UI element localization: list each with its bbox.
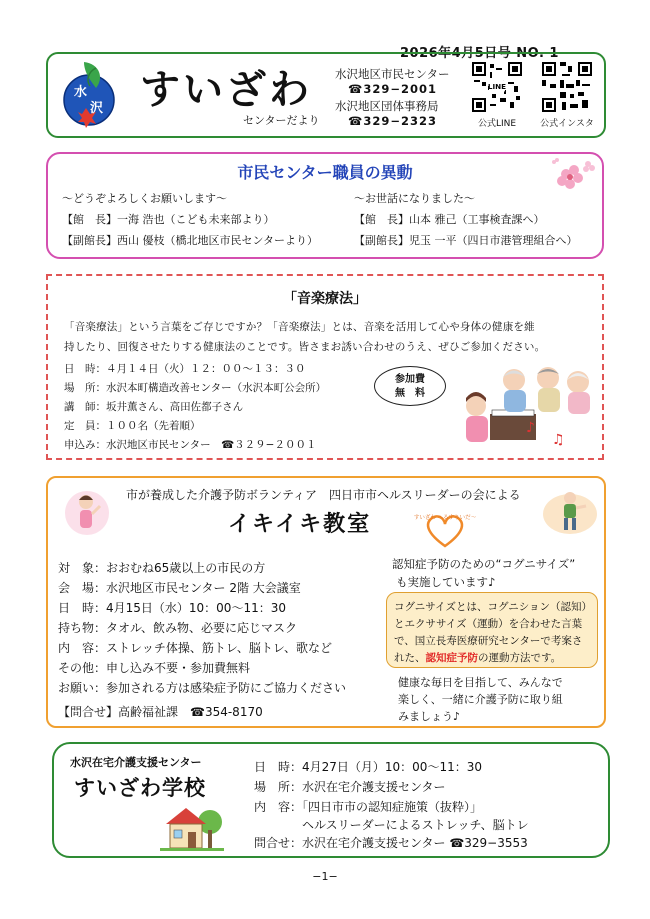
ikiiki-closing-2: 楽しく、一緒に介護予防に取り組 — [398, 693, 563, 706]
school-datetime: 日 時：4月27日（月）10：00〜11：30 — [254, 760, 482, 774]
new-staff-2: 【副館長】西山 優枝（橋北地区市民センターより） — [62, 234, 319, 247]
instagram-qr-code[interactable] — [542, 62, 592, 116]
music-venue: 場 所：水沢本町構造改善センター（水沢本町公会所） — [64, 382, 327, 394]
free-admission-badge — [374, 366, 446, 406]
house-icon — [160, 800, 224, 856]
music-instructor: 講 師：坂井薫さん、高田佐都子さん — [64, 401, 244, 413]
contact-office-phone: ☎329−2323 — [348, 114, 437, 128]
cognicise-intro-1: 認知症予防のための“コグニサイズ” — [392, 557, 576, 571]
ikiiki-request: お願い：参加される方は感染症予防にご協力ください — [58, 681, 347, 695]
cognicise-intro-2: も実施しています♪ — [396, 575, 496, 589]
svg-text:水: 水 — [74, 85, 88, 100]
cognicise-line-4-pre: れた、 — [394, 652, 426, 664]
issue-date: 2026年4月5日号 NO. 1 — [400, 46, 559, 61]
welcome-heading: 〜どうぞよろしくお願いします〜 — [62, 192, 227, 205]
newsletter-title: すいざわ — [140, 67, 312, 113]
svg-text:LINE: LINE — [487, 82, 507, 91]
ikiiki-closing-1: 健康な毎日を目指して、みんなで — [398, 676, 563, 689]
health-leader-logo — [413, 510, 477, 554]
line-qr-label: 公式LINE — [477, 119, 517, 129]
ikiiki-closing-3: みましょう♪ — [398, 710, 461, 723]
ikiiki-datetime: 日 時：4月15日（水）10：00〜11：30 — [58, 601, 286, 615]
music-therapy-illustration — [452, 352, 597, 461]
contact-office-name: 水沢地区団体事務局 — [335, 99, 439, 113]
suizawa-logo — [60, 58, 118, 132]
school-title: すいざわ学校 — [74, 776, 206, 800]
cognicise-line-2: とエクササイズ（運動）を合わせた言葉 — [394, 618, 583, 630]
ikiiki-content: 内 容：ストレッチ体操、筋トレ、脳トレ、歌など — [58, 641, 332, 655]
svg-text:♪: ♪ — [526, 420, 535, 436]
newsletter-subtitle: センターだより — [243, 114, 320, 127]
school-venue: 場 所：水沢在宅介護支援センター — [254, 780, 446, 794]
instagram-qr-label: 公式インスタ — [540, 119, 594, 129]
badge-line-1: 参加費 — [395, 374, 425, 385]
school-content-1: 内 容：「四日市市の認知症施策（抜粋）」 — [254, 800, 483, 814]
departing-staff-1: 【館 長】山本 雅己（工事検査課へ） — [354, 213, 545, 226]
dementia-prevention-highlight: 認知症予防 — [425, 652, 478, 664]
svg-text:♫: ♫ — [552, 432, 565, 448]
cognicise-line-3: で、国立長寿医療研究センターで考案さ — [394, 635, 583, 647]
cognicise-line-1: コグニサイズとは、コグニション（認知） — [394, 601, 593, 613]
farewell-heading: 〜お世話になりました〜 — [354, 192, 475, 205]
svg-text:沢: 沢 — [90, 101, 104, 116]
school-contact: 問合せ：水沢在宅介護支援センター ☎329−3553 — [254, 836, 528, 850]
ikiiki-title: イキイキ教室 — [228, 512, 372, 537]
music-therapy-para-1: 「音楽療法」という言葉をご存じですか？「音楽療法」とは、音楽を活用して心や身体の健康を維 — [64, 321, 535, 333]
ikiiki-other: その他：申し込み不要・参加費無料 — [58, 661, 251, 675]
line-qr-code[interactable] — [472, 62, 522, 116]
contact-center-name: 水沢地区市民センター — [335, 67, 450, 81]
ikiiki-contact: 【問合せ】高齢福祉課 ☎354-8170 — [58, 705, 263, 719]
departing-staff-2: 【副館長】児玉 一平（四日市港管理組合へ） — [354, 234, 578, 247]
health-leader-logo-text: すいざわ へるすりいだ〜 — [413, 515, 477, 521]
staff-change-title: 市民センター職員の異動 — [237, 163, 413, 182]
page-number: −1− — [312, 870, 338, 883]
cognicise-line-4-post: の運動方法です。 — [478, 652, 562, 664]
school-organizer: 水沢在宅介護支援センター — [70, 756, 202, 769]
music-therapy-para-2: 持したり、回復させたりする健康法のことです。皆さまお誘い合わせのうえ、ぜひご参加ください。 — [64, 341, 546, 353]
stretching-person-icon — [64, 488, 110, 542]
cherry-blossom-icon — [548, 156, 596, 200]
contact-center-phone: ☎329−2001 — [348, 82, 437, 96]
badge-line-2: 無 料 — [395, 388, 425, 399]
music-date: 日 時：４月１４日（火）１２：００〜１３：３０ — [64, 363, 306, 375]
ikiiki-target: 対 象：おおむね65歳以上の市民の方 — [58, 561, 266, 575]
school-content-2: ヘルスリーダーによるストレッチ、脳トレ — [254, 818, 529, 832]
music-capacity: 定 員：１００名（先着順） — [64, 420, 201, 432]
ikiiki-venue: 会 場：水沢地区市民センター 2階 大会議室 — [58, 581, 301, 595]
ikiiki-belongings: 持ち物：タオル、飲み物、必要に応じマスク — [58, 621, 298, 635]
music-application: 申込み：水沢地区市民センター ☎３２９−２００１ — [64, 439, 317, 451]
music-therapy-title: 「音楽療法」 — [283, 291, 367, 307]
cognicise-line-4 — [394, 650, 561, 665]
ikiiki-intro: 市が養成した介護予防ボランティア 四日市市ヘルスリーダーの会による — [126, 488, 521, 502]
new-staff-1: 【館 長】一海 浩也（こども未来部より） — [62, 213, 275, 226]
exercising-elder-icon — [540, 488, 598, 540]
